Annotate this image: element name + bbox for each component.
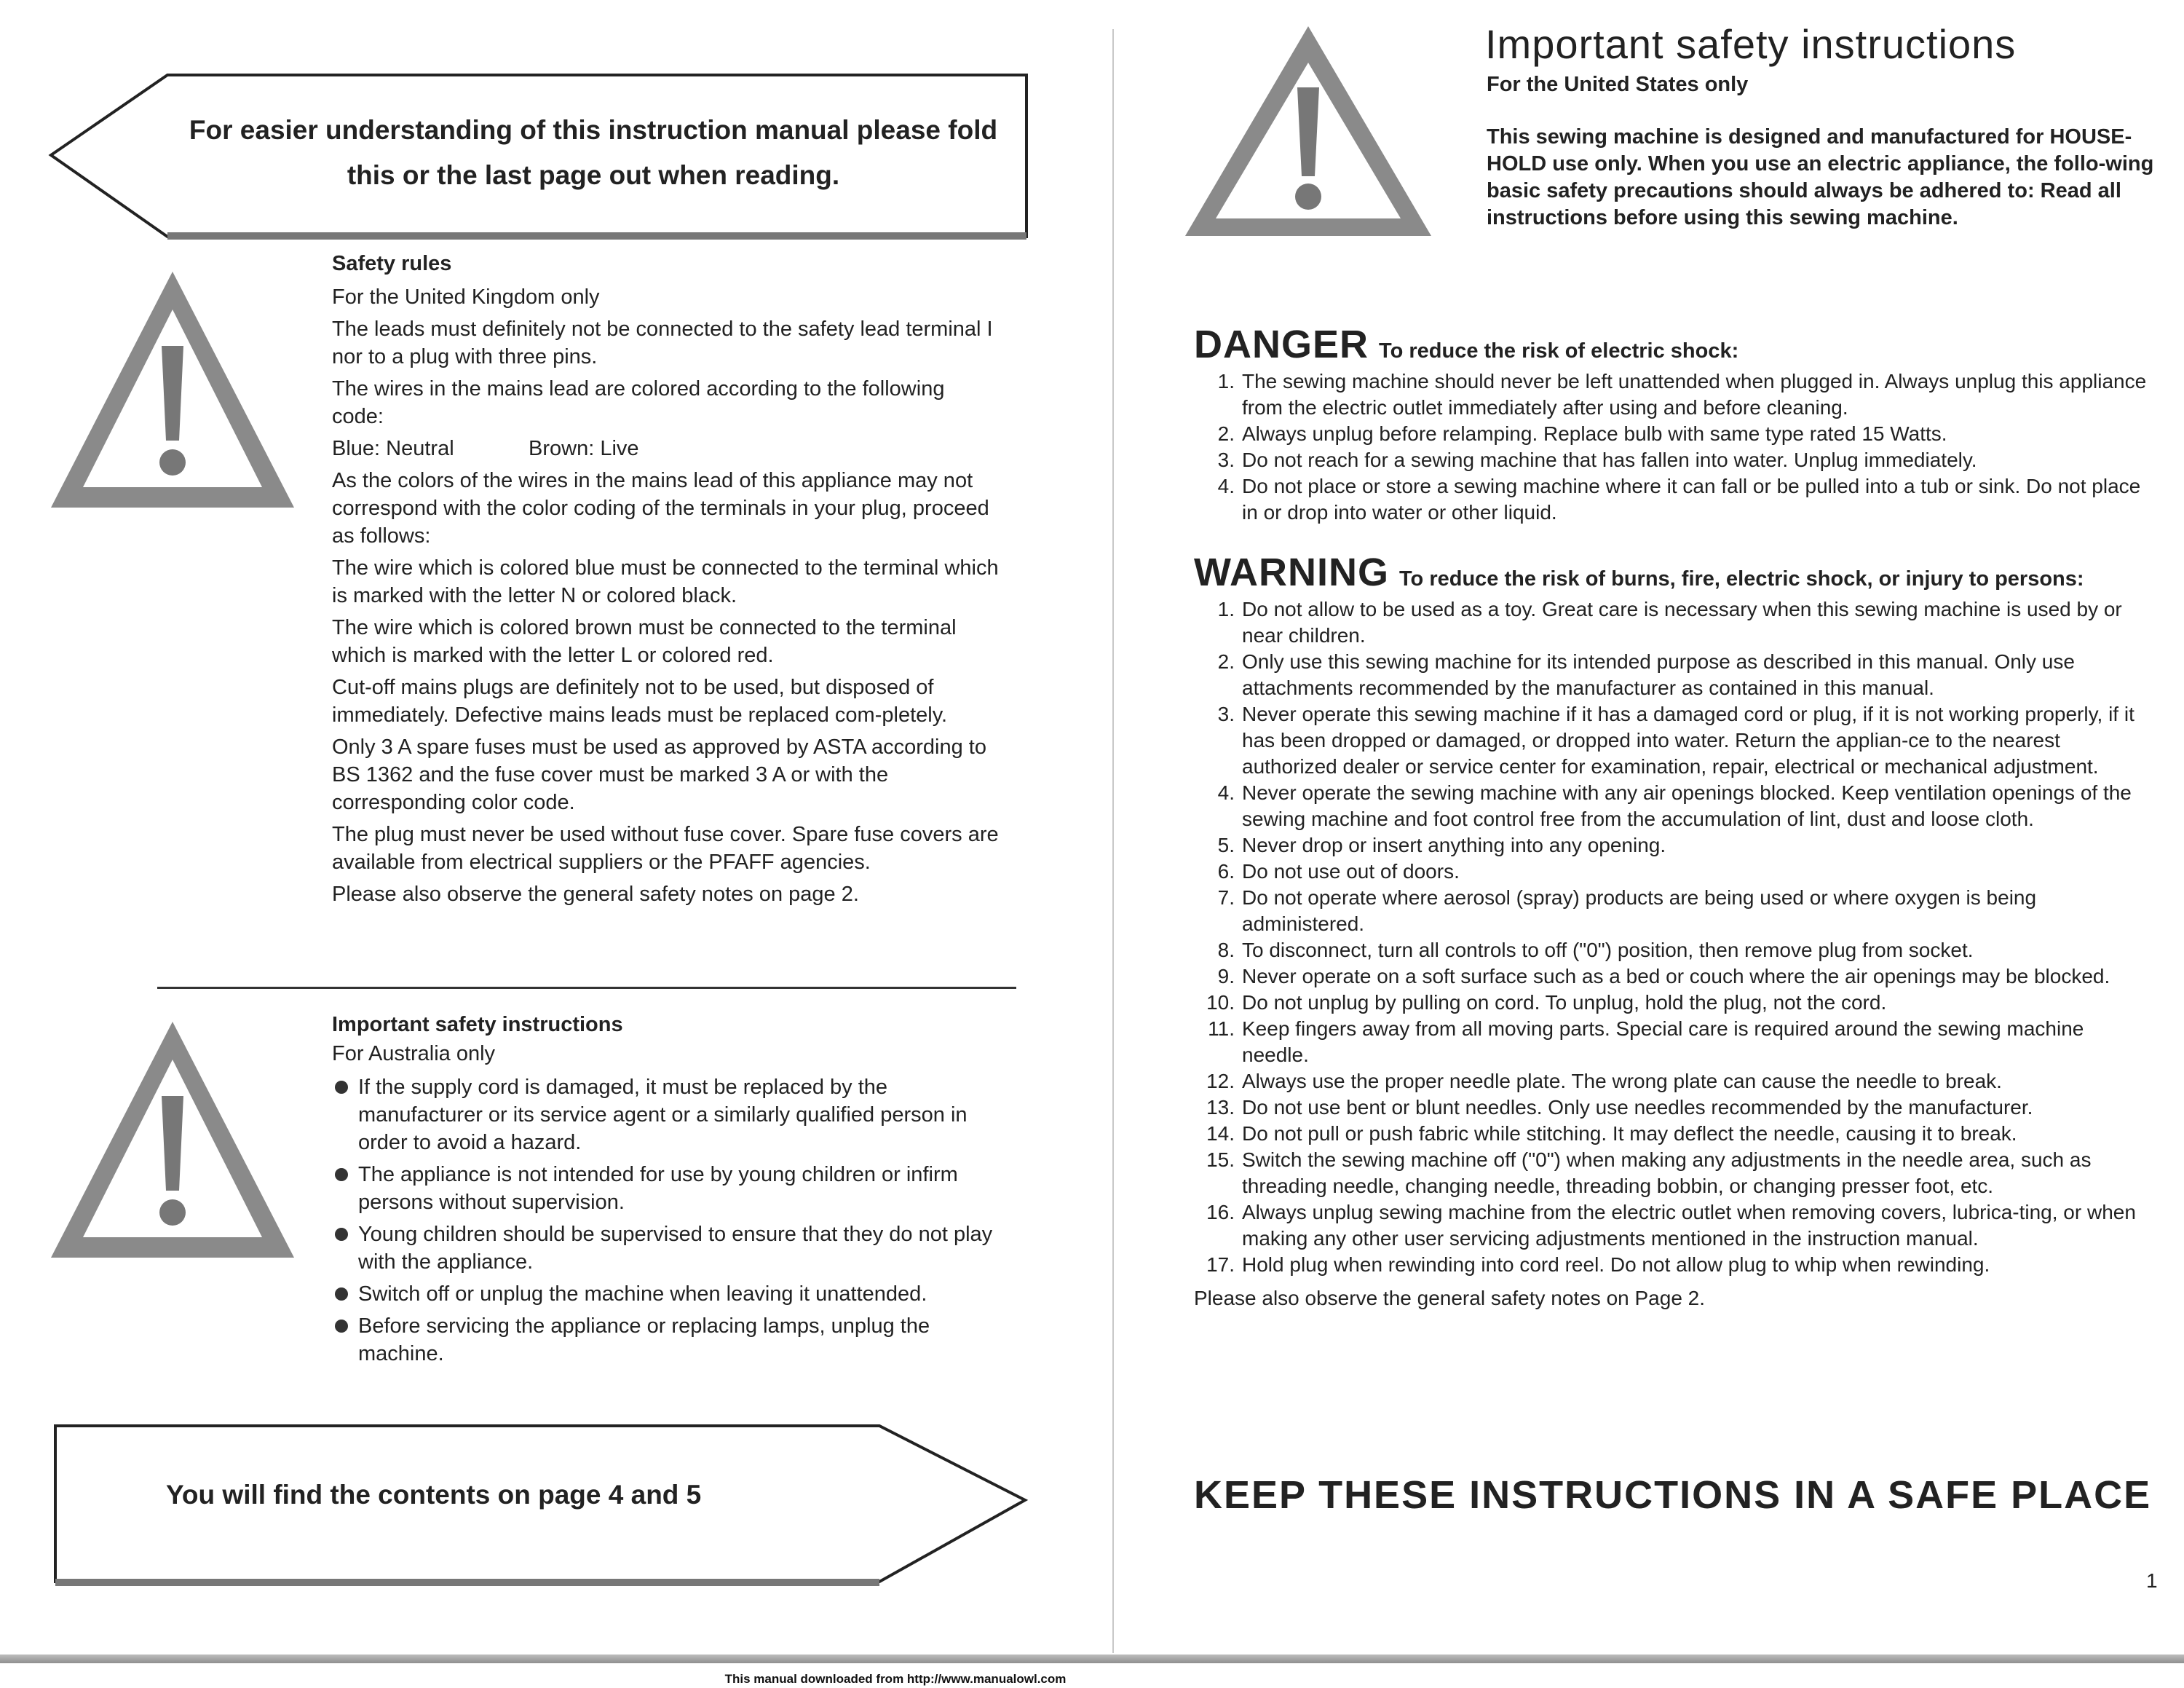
- warning-subheading: To reduce the risk of burns, fire, electric shock, or injury to persons:: [1398, 567, 2084, 591]
- uk-safety-rules: [332, 250, 1002, 912]
- list-item: 1. Do not allow to be used as a toy. Great care is necessary when this sewing machine is used by or near children.: [1217, 598, 2122, 647]
- australia-safety: [332, 1011, 1002, 1372]
- paragraph: As the colors of the wires in the mains lead of this appliance may not correspond with the color coding of the terminals in your plug, proceed as follows:: [332, 469, 989, 548]
- danger-section: [1194, 322, 2155, 526]
- uk-only-label: For the United Kingdom only: [332, 285, 600, 309]
- also-observe-note: Please also observe the general safety notes on Page 2.: [1194, 1287, 1706, 1309]
- list-item: 17. Hold plug when rewinding into cord reel. Do not allow plug to whip when rewinding.: [1206, 1253, 1990, 1276]
- fold-banner-text: For easier understanding of this instruction manual please fold this or the last page out when reading.: [189, 115, 998, 190]
- list-item: Switch off or unplug the machine when leaving it unattended.: [332, 1280, 1002, 1308]
- list-item: 11. Keep fingers away from all moving parts. Special care is required around the sewing machine needle.: [1208, 1017, 2084, 1066]
- list-item: If the supply cord is damaged, it must be replaced by the manufacturer or its service agent or a similarly qualified person in order to avoid a hazard.: [332, 1073, 1002, 1156]
- warning-triangle-icon: [1181, 22, 1436, 240]
- australia-title: Important safety instructions: [332, 1013, 623, 1036]
- contents-banner-text: You will find the contents on page 4 and 5: [166, 1480, 702, 1510]
- paragraph: Please also observe the general safety notes on page 2.: [332, 883, 859, 906]
- page-title: Important safety instructions: [1485, 21, 2017, 67]
- list-item: 3. Do not reach for a sewing machine that has fallen into water. Unplug immediately.: [1217, 449, 1977, 471]
- list-item: 4. Do not place or store a sewing machine where it can fall or be pulled into a tub or sink. Do not place in or drop into water or other liquid.: [1217, 475, 2141, 524]
- list-item: 13. Do not use bent or blunt needles. Only use needles recommended by the manufacturer.: [1206, 1096, 2033, 1119]
- list-item: 14. Do not pull or push fabric while stitching. It may deflect the needle, causing it to break.: [1206, 1122, 2017, 1145]
- list-item: 3. Never operate this sewing machine if it has a damaged cord or plug, if it is not working properly, if it has been dropped or damaged, or dropped into water. Return the applian-ce to the nearest authorized dealer or service center for examination, repair, electrical or mechanical adjustment.: [1217, 703, 2134, 778]
- danger-subheading: To reduce the risk of electric shock:: [1379, 339, 1739, 363]
- blue-wire-label: Blue: Neutral: [332, 437, 454, 460]
- footer-credit: This manual downloaded from http://www.manualowl.com: [724, 1672, 1067, 1686]
- page-fold-line: [1112, 29, 1114, 1653]
- list-item: 6. Do not use out of doors.: [1217, 860, 1460, 883]
- australia-only-label: For Australia only: [332, 1042, 496, 1065]
- paragraph: The plug must never be used without fuse cover. Spare fuse covers are available from electrical suppliers or the PFAFF agencies.: [332, 823, 999, 874]
- warning-triangle-icon: [45, 266, 300, 513]
- list-item: The appliance is not intended for use by young children or infirm persons without supervision.: [332, 1161, 1002, 1216]
- keep-instructions-heading: KEEP THESE INSTRUCTIONS IN A SAFE PLACE: [1194, 1473, 2152, 1517]
- paragraph: Only 3 A spare fuses must be used as approved by ASTA according to BS 1362 and the fuse cover must be marked 3 A or with the corresponding color code.: [332, 735, 986, 814]
- list-item: 2. Always unplug before relamping. Replace bulb with same type rated 15 Watts.: [1217, 422, 1947, 445]
- list-item: 15. Switch the sewing machine off ("0") when making any adjustments in the needle area, such as threading needle, changing needle, threading bobbin, or changing presser foot, etc.: [1206, 1148, 2092, 1197]
- warning-list: [1194, 596, 2155, 1278]
- us-only-label: For the United States only: [1487, 73, 1749, 96]
- intro-text: This sewing machine is designed and manufactured for HOUSE-HOLD use only. When you use an electric appliance, the follo-wing basic safety precautions should always be adhered to: Read all instructions before using this sewing machine.: [1487, 125, 2154, 229]
- list-item: 1. The sewing machine should never be left unattended when plugged in. Always unplug this appliance from the electric outlet immediately after using and before cleaning.: [1217, 370, 2147, 419]
- danger-list: [1194, 368, 2155, 526]
- list-item: 5. Never drop or insert anything into any opening.: [1217, 834, 1666, 856]
- warning-section: [1194, 550, 2155, 1312]
- paragraph: The leads must definitely not be connected to the safety lead terminal I nor to a plug with three pins.: [332, 318, 993, 368]
- brown-wire-label: Brown: Live: [529, 437, 639, 460]
- danger-heading: DANGER: [1194, 323, 1369, 366]
- warning-triangle-icon: [45, 1016, 300, 1263]
- paragraph: The wires in the mains lead are colored according to the following code:: [332, 377, 945, 428]
- australia-bullets: [332, 1073, 1002, 1368]
- list-item: 10. Do not unplug by pulling on cord. To unplug, hold the plug, not the cord.: [1206, 991, 1887, 1014]
- list-item: 4. Never operate the sewing machine with any air openings blocked. Keep ventilation openings of the sewing machine and foot control free from the accumulation of lint, dust and loose cloth.: [1217, 781, 2132, 830]
- safety-rules-title: Safety rules: [332, 252, 452, 275]
- scan-edge: [0, 1655, 2184, 1663]
- paragraph: The wire which is colored blue must be connected to the terminal which is marked with the letter N or colored black.: [332, 556, 999, 607]
- list-item: Before servicing the appliance or replacing lamps, unplug the machine.: [332, 1312, 1002, 1368]
- list-item: 7. Do not operate where aerosol (spray) products are being used or where oxygen is being administered.: [1217, 886, 2037, 935]
- warning-heading: WARNING: [1194, 551, 1389, 594]
- paragraph: Cut-off mains plugs are definitely not to be used, but disposed of immediately. Defective mains leads must be replaced com-pletely.: [332, 676, 948, 727]
- list-item: 2. Only use this sewing machine for its intended purpose as described in this manual. Only use attachments recommended by the manufacturer as contained in this manual.: [1217, 650, 2075, 699]
- section-divider: [157, 987, 1016, 989]
- page-number: 1: [2146, 1569, 2158, 1592]
- list-item: 16. Always unplug sewing machine from the electric outlet when removing covers, lubrica-ting, or when making any other user servicing adjustments mentioned in the instruction manual.: [1206, 1201, 2136, 1250]
- list-item: Young children should be supervised to ensure that they do not play with the appliance.: [332, 1220, 1002, 1276]
- list-item: 8. To disconnect, turn all controls to off ("0") position, then remove plug from socket.: [1217, 939, 1974, 961]
- list-item: 9. Never operate on a soft surface such as a bed or couch where the air openings may be blocked.: [1217, 965, 2110, 987]
- paragraph: The wire which is colored brown must be connected to the terminal which is marked with the letter L or colored red.: [332, 616, 957, 667]
- list-item: 12. Always use the proper needle plate. The wrong plate can cause the needle to break.: [1206, 1070, 2002, 1092]
